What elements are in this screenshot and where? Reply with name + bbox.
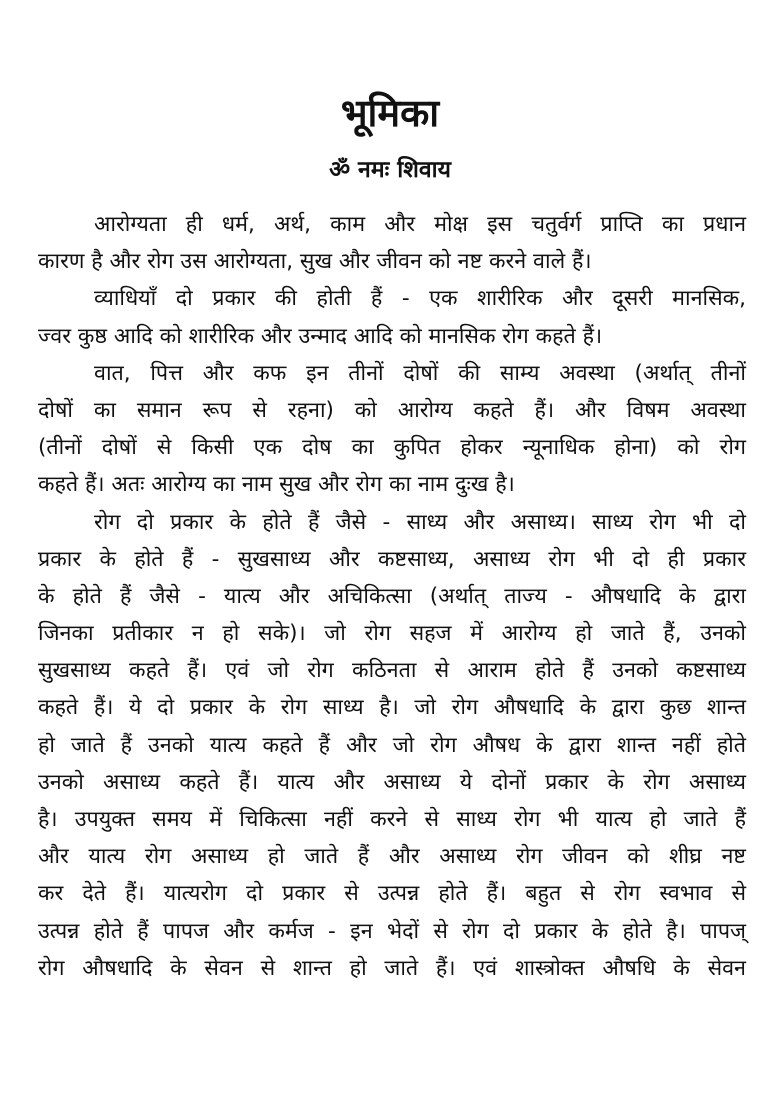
text-line: है। उपयुक्त समय में चिकित्सा नहीं करने से साध्य रोग भी यात्य हो जाते हैं <box>38 807 746 832</box>
text-line: ज्वर कुष्ठ आदि को शारीरिक और उन्माद आदि को मानसिक रोग कहते हैं। <box>38 323 603 349</box>
text-line: आरोग्यता ही धर्म, अर्थ, काम और मोक्ष इस चतुर्वर्ग प्राप्ति का प्रधान <box>94 212 746 237</box>
text-line: कहते हैं। ये दो प्रकार के रोग साध्य है। जो रोग औषधादि के द्वारा कुछ शान्त <box>38 695 746 721</box>
text-line: हो जाते हैं उनको यात्य कहते हैं और जो रोग औषध के द्वारा शान्त नहीं होते <box>38 732 746 758</box>
text-line: रोग दो प्रकार के होते हैं जैसे - साध्य और असाध्य। साध्य रोग भी दो <box>94 509 746 535</box>
text-line: रोग औषधादि के सेवन से शान्त हो जाते हैं। एवं शास्त्रोक्त औषधि के सेवन <box>38 955 746 981</box>
body-text <box>38 206 746 987</box>
invocation-heading: ॐ नमः शिवाय <box>329 157 451 183</box>
text-line: उत्पन्न होते हैं पापज और कर्मज - इन भेदों से रोग दो प्रकार के होते है। पापज् <box>38 918 746 944</box>
text-line: के होते हैं जैसे - यात्य और अचिकित्सा (अर्थात् ताज्य - औषधादि के द्वारा <box>38 583 746 609</box>
text-line: कहते हैं। अतः आरोग्य का नाम सुख और रोग का नाम दुःख है। <box>38 472 515 498</box>
page-title: भूमिका <box>340 91 440 135</box>
text-line: कर देते हैं। यात्यरोग दो प्रकार से उत्पन्न होते हैं। बहुत से रोग स्वभाव से <box>38 881 746 907</box>
text-line: वात, पित्त और कफ इन तीनों दोषों की साम्य अवस्था (अर्थात् तीनों <box>94 360 746 386</box>
text-line: जिनका प्रतीकार न हो सके)। जो रोग सहज में आरोग्य हो जाते हैं, उनको <box>38 621 746 647</box>
text-line: उनको असाध्य कहते हैं। यात्य और असाध्य ये दोनों प्रकार के रोग असाध्य <box>38 769 746 795</box>
text-line: कारण है और रोग उस आरोग्यता, सुख और जीवन को नष्ट करने वाले हैं। <box>38 249 592 275</box>
text-line: व्याधियाँ दो प्रकार की होती हैं - एक शारीरिक और दूसरी मानसिक, <box>94 286 746 312</box>
text-line: सुखसाध्य कहते हैं। एवं जो रोग कठिनता से आराम होते हैं उनको कष्टसाध्य <box>38 658 746 684</box>
text-line: दोषों का समान रूप से रहना) को आरोग्य कहते हैं। और विषम अवस्था <box>38 397 746 423</box>
text-line: और यात्य रोग असाध्य हो जाते हैं और असाध्य रोग जीवन को शीघ्र नष्ट <box>38 844 746 870</box>
text-line: प्रकार के होते हैं - सुखसाध्य और कष्टसाध्य, असाध्य रोग भी दो ही प्रकार <box>38 546 746 572</box>
text-line: (तीनों दोषों से किसी एक दोष का कुपित होकर न्यूनाधिक होना) को रोग <box>38 435 746 461</box>
